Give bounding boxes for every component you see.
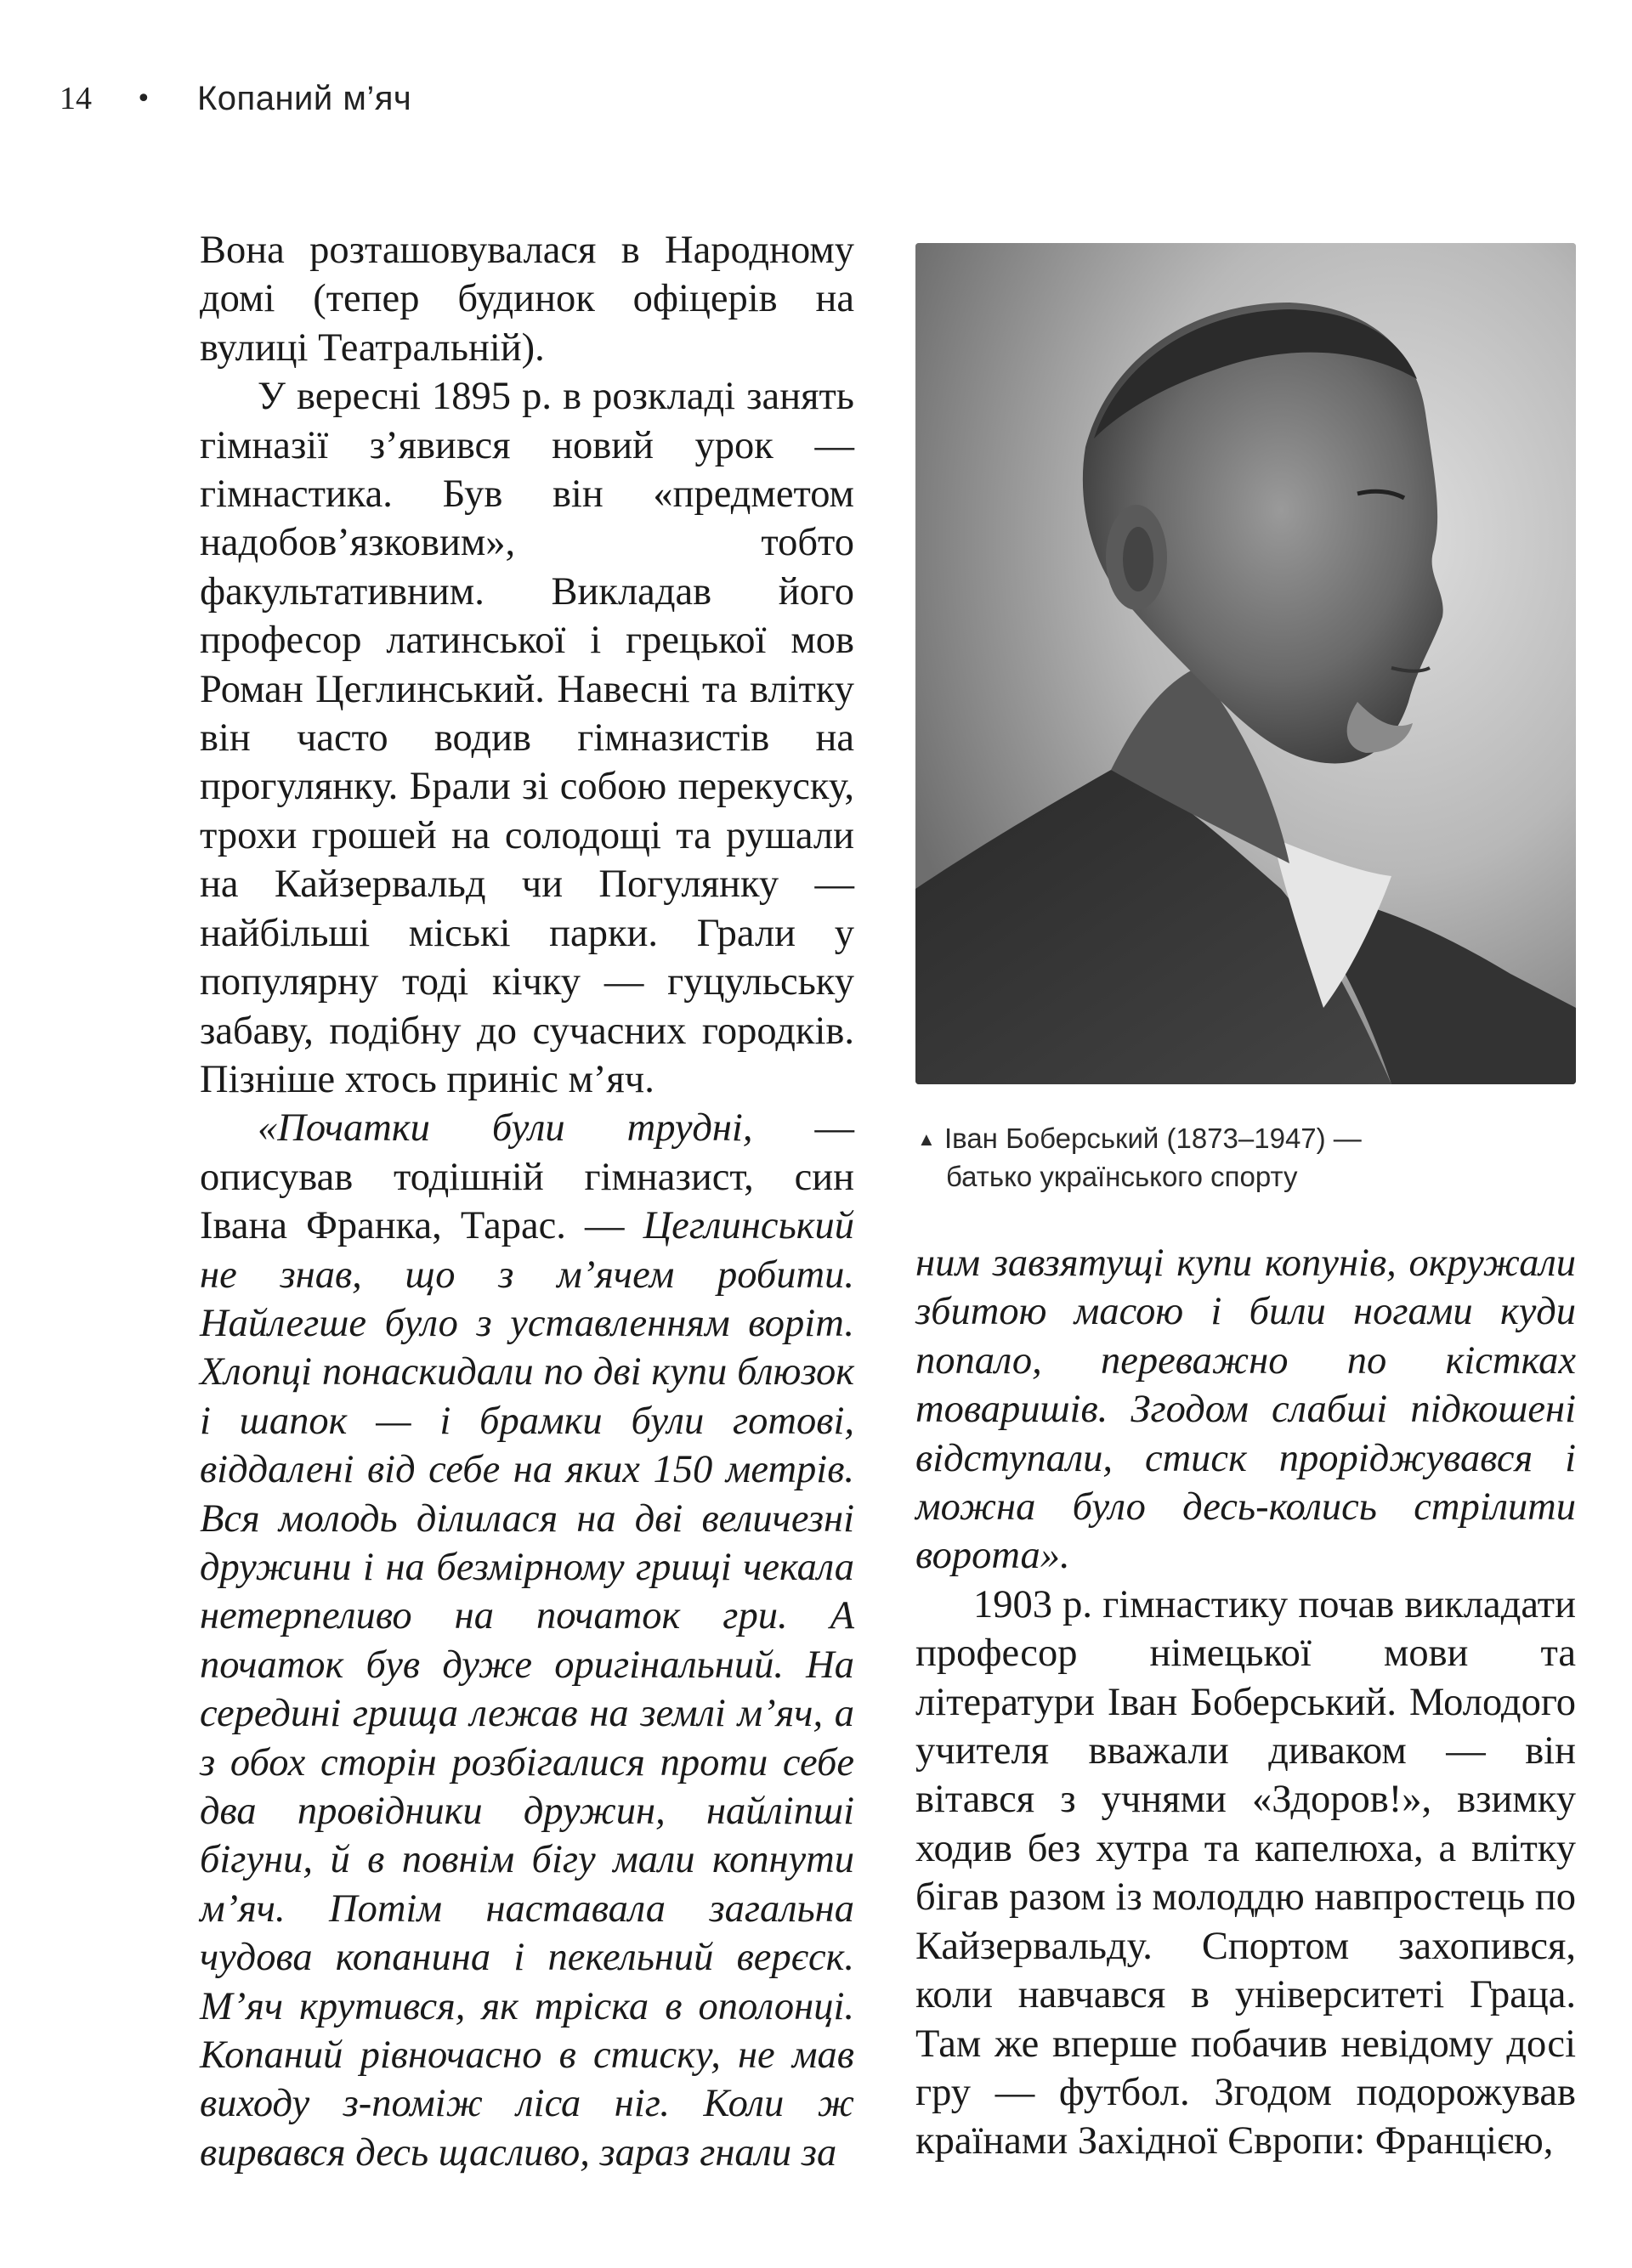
narration-text: — описував тодішній гімназист, син Івана Франка, Тарас. — (200, 1106, 855, 1248)
page-number: 14 (60, 81, 92, 116)
caption-line-2: батько українського спорту (946, 1161, 1298, 1192)
paragraph: 1903 р. гімнастику почав викладати професор німецької мови та літератури Іван Боберський. Молодого учителя вважали диваком — він вітався з учнями «Здоров!», взимку ходив без хутра та капелюха, а влітку бігав разом із молоддю навпростець по Кайзервальду. Спортом захопився, коли навчався в університеті Граца. Там же вперше побачив невідому досі гру — футбол. Згодом подорожував країнами Західної Європи: Францією, (915, 1582, 1576, 2163)
running-head (60, 73, 411, 124)
left-column (200, 226, 854, 2177)
quote-text: «Початки були трудні, (258, 1106, 753, 1151)
paragraph: У вересні 1895 р. в розкладі занять гімназії з’явився новий урок — гімнастика. Був він «предметом надобов’язковим», тобто факультативним. Викладав його професор латинської і грецької мов Роман Цеглинський. Навесні та влітку він часто водив гімназистів на прогулянку. Брали зі собою перекуску, трохи грошей на солодощі та рушали на Кайзервальд чи Погулянку — найбільші міські парки. Грали у популярну тоді кічку — гуцульську забаву, подібну до сучасних городків. Пізніше хтось приніс м’яч. (200, 375, 854, 1101)
portrait-photo (915, 243, 1576, 1084)
section-title: Копаний м’яч (197, 79, 412, 117)
caption-marker-icon: ▲ (917, 1128, 936, 1150)
photo-caption (915, 1120, 1576, 1196)
portrait-illustration (915, 243, 1576, 1084)
header-separator: • (136, 83, 151, 114)
quote-text: Цеглинський не знав, що з м’ячем робити. Найлегше було з уставленням воріт. Хлопці понаскидали по дві купи блюзок і шапок — і брамки були готові, віддалені від себе на яких 150 метрів. Вся молодь ділилася на дві величезні дружини і на безмірному грищі чекала нетерпеливо на початок гри. А початок був дуже оригінальний. На середині грища лежав на землі м’яч, а з обох сторін розбігалися проти себе два провідники дружин, найліпші бігуни, й в повнім бігу мали копнути м’яч. Потім наставала загальна чудова копанина і пекельний верєск. М’яч крутився, як тріска в ополонці. Копаний рівночасно в стиску, не мав виходу з-поміж ліса ніг. Коли ж вирвався десь щасливо, зараз гнали за (200, 1204, 854, 2175)
quote-paragraph (200, 1104, 854, 2177)
quote-paragraph: ним завзятущі купи копунів, окружали збитою масою і били ногами куди попало, переважно по кістках товаришів. Згодом слабші підкошені відступали, стиск проріджувався і можна було десь-колись стрілити ворота». (915, 1241, 1576, 1578)
caption-line-1: Іван Боберський (1873–1947) — (944, 1123, 1362, 1154)
paragraph: Вона розташовувалася в Народному домі (тепер будинок офіцерів на вулиці Театральній). (200, 229, 854, 370)
right-column (915, 1239, 1576, 2166)
